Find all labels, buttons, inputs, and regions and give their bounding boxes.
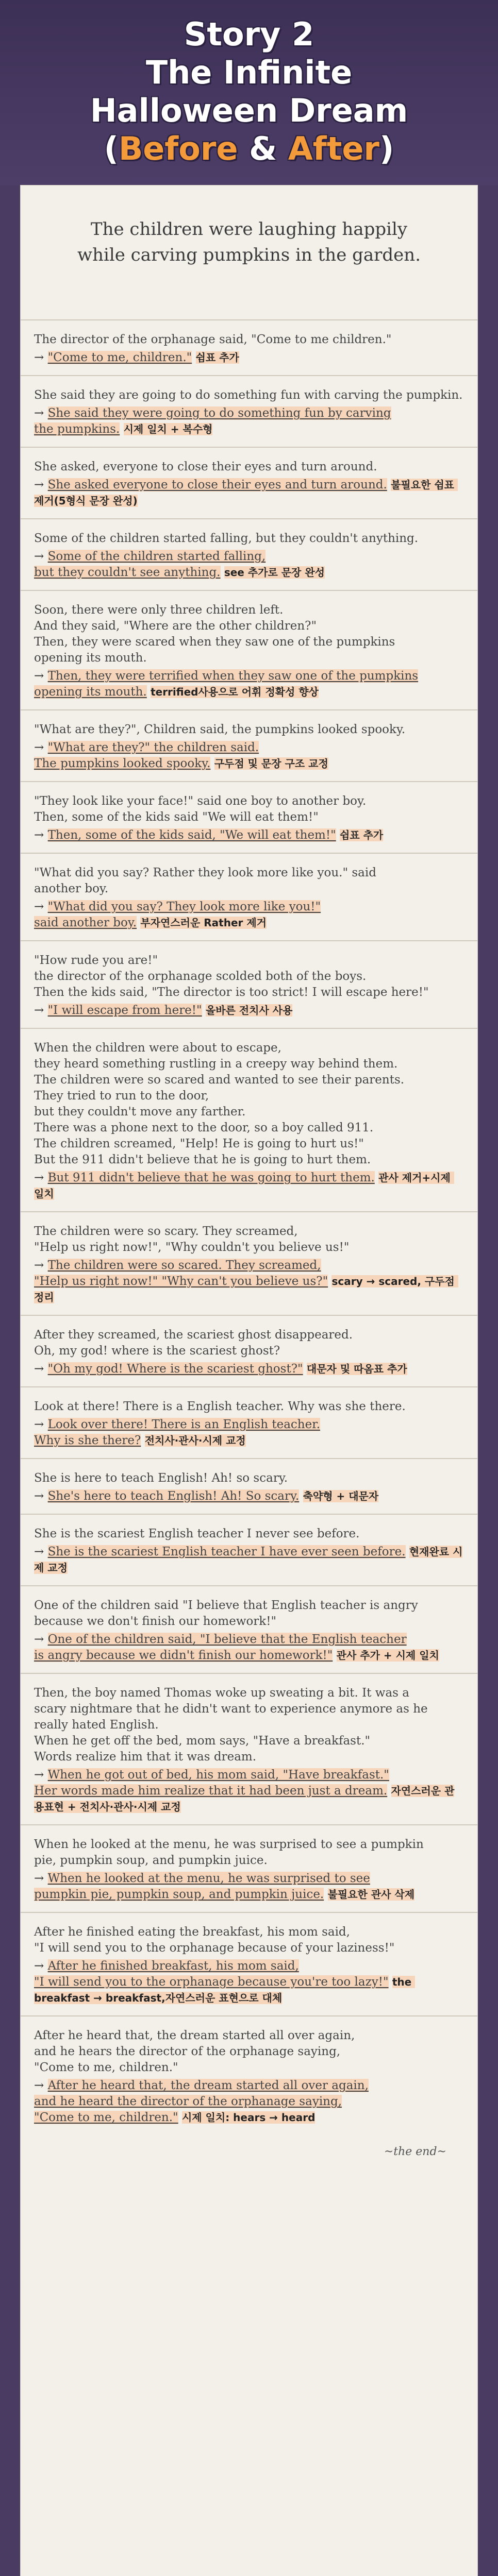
correction-note: 자연스러운 관용표현 + 전치사·관사·시제 교정 xyxy=(34,1785,455,1813)
corrected-text: When he looked at the menu, he was surprised to see pumpkin pie, pumpkin soup, and pumpkin juice. xyxy=(34,1872,370,1901)
original-text: Look at there! There is a English teacher. Why was she there. xyxy=(34,1400,406,1413)
corrected-line xyxy=(34,827,464,843)
title-amp: & xyxy=(238,130,288,167)
corrected-text: "What did you say? They look more like you!" said another boy. xyxy=(34,900,321,929)
original-text: "They look like your face!" said one boy to another boy. Then, some of the kids said "We will eat them!" xyxy=(34,794,367,824)
arrow-icon: → xyxy=(34,1872,48,1885)
correction-note: 축약형 + 대문자 xyxy=(303,1490,379,1502)
title-line-3: Halloween Dream xyxy=(90,92,408,129)
corrected-line xyxy=(34,1958,464,2006)
title-before: Before xyxy=(119,130,238,167)
correction-note: 전치사·관사·시제 교정 xyxy=(144,1434,246,1447)
arrow-icon: → xyxy=(34,2079,48,2092)
arrow-icon: → xyxy=(34,669,48,683)
original-text: Then, the boy named Thomas woke up sweating a bit. It was a scary nightmare that he didn't want to experience anymore as he really hated English. When he get off the bed, mom says, "Have a breakfast." Words realize him that it was dream. xyxy=(34,1686,428,1764)
corrected-text: After he finished breakfast, his mom said, "I will send you to the orphanage because you're too lazy!" xyxy=(34,1959,389,1989)
arrow-icon: → xyxy=(34,1768,48,1782)
corrected-text: After he heard that, the dream started all over again, and he heard the director of the orphanage saying, "Come to me, children." xyxy=(34,2079,369,2124)
corrected-line xyxy=(34,740,464,772)
original-text: The director of the orphanage said, "Come to me children." xyxy=(34,333,392,346)
correction-note: 현재완료 시제 교정 xyxy=(34,1546,463,1574)
arrow-icon: → xyxy=(34,478,48,492)
original-text: One of the children said "I believe that English teacher is angry because we don't finish our homework!" xyxy=(34,1599,418,1628)
original-text: When the children were about to escape, they heard something rustling in a creepy way behind them. The children were so scared and wanted to see their parents. They tried to run to the door, but they couldn't move any farther. There was a phone next to the door, so a boy called 911. The children screamed, "Help! He is going to hurt us!" But the 911 didn't believe that he is going to hurt them. xyxy=(34,1041,405,1166)
arrow-icon: → xyxy=(34,1362,48,1376)
correction-note: 시제 일치 + 복수형 xyxy=(123,423,213,435)
correction-section xyxy=(21,709,477,781)
correction-section xyxy=(21,940,477,1028)
correction-section xyxy=(21,447,477,518)
corrected-text: Then, they were terrified when they saw one of the pumpkins opening its mouth. xyxy=(34,669,419,699)
arrow-icon: → xyxy=(34,351,48,364)
corrected-line xyxy=(34,1258,464,1306)
corrected-line xyxy=(34,549,464,581)
correction-section xyxy=(21,1673,477,1824)
arrow-icon: → xyxy=(34,900,48,913)
title-line-2: The Infinite xyxy=(145,54,353,91)
corrected-text: She is the scariest English teacher I have ever seen before. xyxy=(47,1545,406,1558)
corrected-line xyxy=(34,1417,464,1449)
correction-note: terrified사용으로 어휘 정확성 향상 xyxy=(151,686,319,698)
correction-section xyxy=(21,1386,477,1458)
correction-note: 관사 제거+시제 일치 xyxy=(34,1172,454,1200)
correction-section xyxy=(21,518,477,590)
correction-note: 쉼표 추가 xyxy=(340,829,384,841)
correction-section xyxy=(21,2015,477,2135)
original-text: After they screamed, the scariest ghost disappeared. Oh, my god! where is the scariest ghost? xyxy=(34,1328,353,1358)
title-banner xyxy=(0,0,498,185)
corrected-line xyxy=(34,1170,464,1202)
arrow-icon: → xyxy=(34,1418,48,1431)
original-text: When he looked at the menu, he was surprised to see a pumpkin pie, pumpkin soup, and pumpkin juice. xyxy=(34,1838,424,1867)
corrected-text: Look over there! There is an English teacher. Why is she there? xyxy=(34,1418,320,1447)
original-text: She said they are going to do something fun with carving the pumpkin. xyxy=(34,388,463,402)
correction-note: 불필요한 관사 삭제 xyxy=(327,1888,415,1901)
correction-section xyxy=(21,1458,477,1514)
arrow-icon: → xyxy=(34,406,48,420)
arrow-icon: → xyxy=(34,1545,48,1558)
original-text: After he heard that, the dream started all over again, and he hears the director of the orphanage saying, "Come to me, children." xyxy=(34,2029,355,2074)
arrow-icon: → xyxy=(34,1004,48,1017)
correction-note: 쉼표 추가 xyxy=(195,351,239,364)
correction-note: 올바른 전치사 사용 xyxy=(205,1004,293,1016)
arrow-icon: → xyxy=(34,1259,48,1272)
original-text: She asked, everyone to close their eyes and turn around. xyxy=(34,460,377,473)
original-text: After he finished eating the breakfast, his mom said, "I will send you to the orphanage because of your laziness!" xyxy=(34,1925,395,1955)
corrected-line xyxy=(34,1488,464,1504)
end-mark: ~the end~ xyxy=(384,2145,446,2158)
corrected-line xyxy=(34,899,464,931)
original-text: The children were so scary. They screamed, "Help us right now!", "Why couldn't you believe us!" xyxy=(34,1225,350,1254)
correction-note: scary → scared, 구두점 정리 xyxy=(34,1275,458,1303)
story-paper xyxy=(21,185,477,2576)
arrow-icon: → xyxy=(34,1171,48,1184)
corrected-text: But 911 didn't believe that he was going to hurt them. xyxy=(47,1171,375,1184)
arrow-icon: → xyxy=(34,741,48,754)
corrected-line xyxy=(34,1767,464,1815)
correction-section xyxy=(21,853,477,940)
original-text: She is the scariest English teacher I never see before. xyxy=(34,1527,360,1540)
corrected-text: She asked everyone to close their eyes and turn around. xyxy=(47,478,387,492)
corrected-text: The children were so scared. They screamed, "Help us right now!" "Why can't you believe us?" xyxy=(34,1259,328,1288)
intro-text: The children were laughing happily while carving pumpkins in the garden. xyxy=(77,219,421,265)
correction-note: 대문자 및 따옴표 추가 xyxy=(306,1363,407,1375)
correction-note: 구두점 및 문장 구조 교정 xyxy=(214,757,328,770)
original-text: "How rude you are!" the director of the orphanage scolded both of the boys. Then the kids said, "The director is too strict! I will escape here!" xyxy=(34,954,429,999)
original-text: Soon, there were only three children left. And they said, "Where are the other children?" Then, they were scared when they saw one of the pumpkins opening its mouth. xyxy=(34,603,395,665)
corrected-line xyxy=(34,1003,464,1019)
correction-section xyxy=(21,1315,477,1386)
corrected-line xyxy=(34,668,464,700)
correction-note: 시제 일치: hears → heard xyxy=(181,2111,316,2124)
correction-section xyxy=(21,1824,477,1912)
title-after: After xyxy=(288,130,379,167)
corrected-line xyxy=(34,350,464,366)
corrected-text: Then, some of the kids said, "We will eat them!" xyxy=(47,828,336,842)
corrected-text: "Come to me, children." xyxy=(47,351,192,364)
corrected-text: She's here to teach English! Ah! So scary. xyxy=(47,1489,300,1503)
corrected-text: One of the children said, "I believe that the English teacher is angry because we didn't finish our homework!" xyxy=(34,1633,407,1662)
open-paren: ( xyxy=(104,130,119,167)
arrow-icon: → xyxy=(34,550,48,563)
corrected-text: "Oh my god! Where is the scariest ghost?" xyxy=(47,1362,303,1376)
correction-section xyxy=(21,1514,477,1585)
correction-section xyxy=(21,1028,477,1211)
arrow-icon: → xyxy=(34,1959,48,1973)
correction-note: 불필요한 쉼표 제거(5형식 문장 완성) xyxy=(34,479,458,507)
corrected-line xyxy=(34,1361,464,1377)
corrected-text: "What are they?" the children said. The pumpkins looked spooky. xyxy=(34,741,259,770)
corrected-line xyxy=(34,1871,464,1903)
original-text: "What did you say? Rather they look more like you." said another boy. xyxy=(34,866,376,895)
corrected-line xyxy=(34,2078,464,2126)
original-text: "What are they?", Children said, the pumpkins looked spooky. xyxy=(34,723,406,736)
close-paren: ) xyxy=(379,130,394,167)
correction-note: 부자연스러운 Rather 제거 xyxy=(140,917,267,929)
arrow-icon: → xyxy=(34,828,48,842)
original-text: Some of the children started falling, but they couldn't anything. xyxy=(34,532,419,545)
corrected-text: She said they were going to do something fun by carving the pumpkins. xyxy=(34,406,391,436)
correction-section xyxy=(21,375,477,447)
correction-section xyxy=(21,1211,477,1315)
correction-section xyxy=(21,1585,477,1673)
corrected-line xyxy=(34,1632,464,1664)
title-line-4 xyxy=(0,130,498,168)
correction-section xyxy=(21,590,477,709)
correction-section xyxy=(21,1912,477,2015)
correction-sections xyxy=(21,319,477,2135)
corrected-text: When he got out of bed, his mom said, "Have breakfast." Her words made him realize that it had been just a dream. xyxy=(34,1768,389,1798)
correction-note: see 추가로 문장 완성 xyxy=(224,566,325,579)
corrected-line xyxy=(34,405,464,437)
corrected-text: Some of the children started falling, but they couldn't see anything. xyxy=(34,550,266,579)
correction-note: the breakfast → breakfast,자연스러운 표현으로 대체 xyxy=(34,1976,416,2004)
correction-section xyxy=(21,319,477,375)
corrected-line xyxy=(34,477,464,509)
arrow-icon: → xyxy=(34,1633,48,1646)
title-block xyxy=(0,15,498,168)
title-line-1: Story 2 xyxy=(184,15,314,53)
arrow-icon: → xyxy=(34,1489,48,1503)
original-text: She is here to teach English! Ah! so scary. xyxy=(34,1471,288,1485)
corrected-text: "I will escape from here!" xyxy=(47,1004,202,1017)
corrected-line xyxy=(34,1544,464,1576)
correction-note: 관사 추가 + 시제 일치 xyxy=(336,1649,439,1662)
correction-section xyxy=(21,781,477,853)
